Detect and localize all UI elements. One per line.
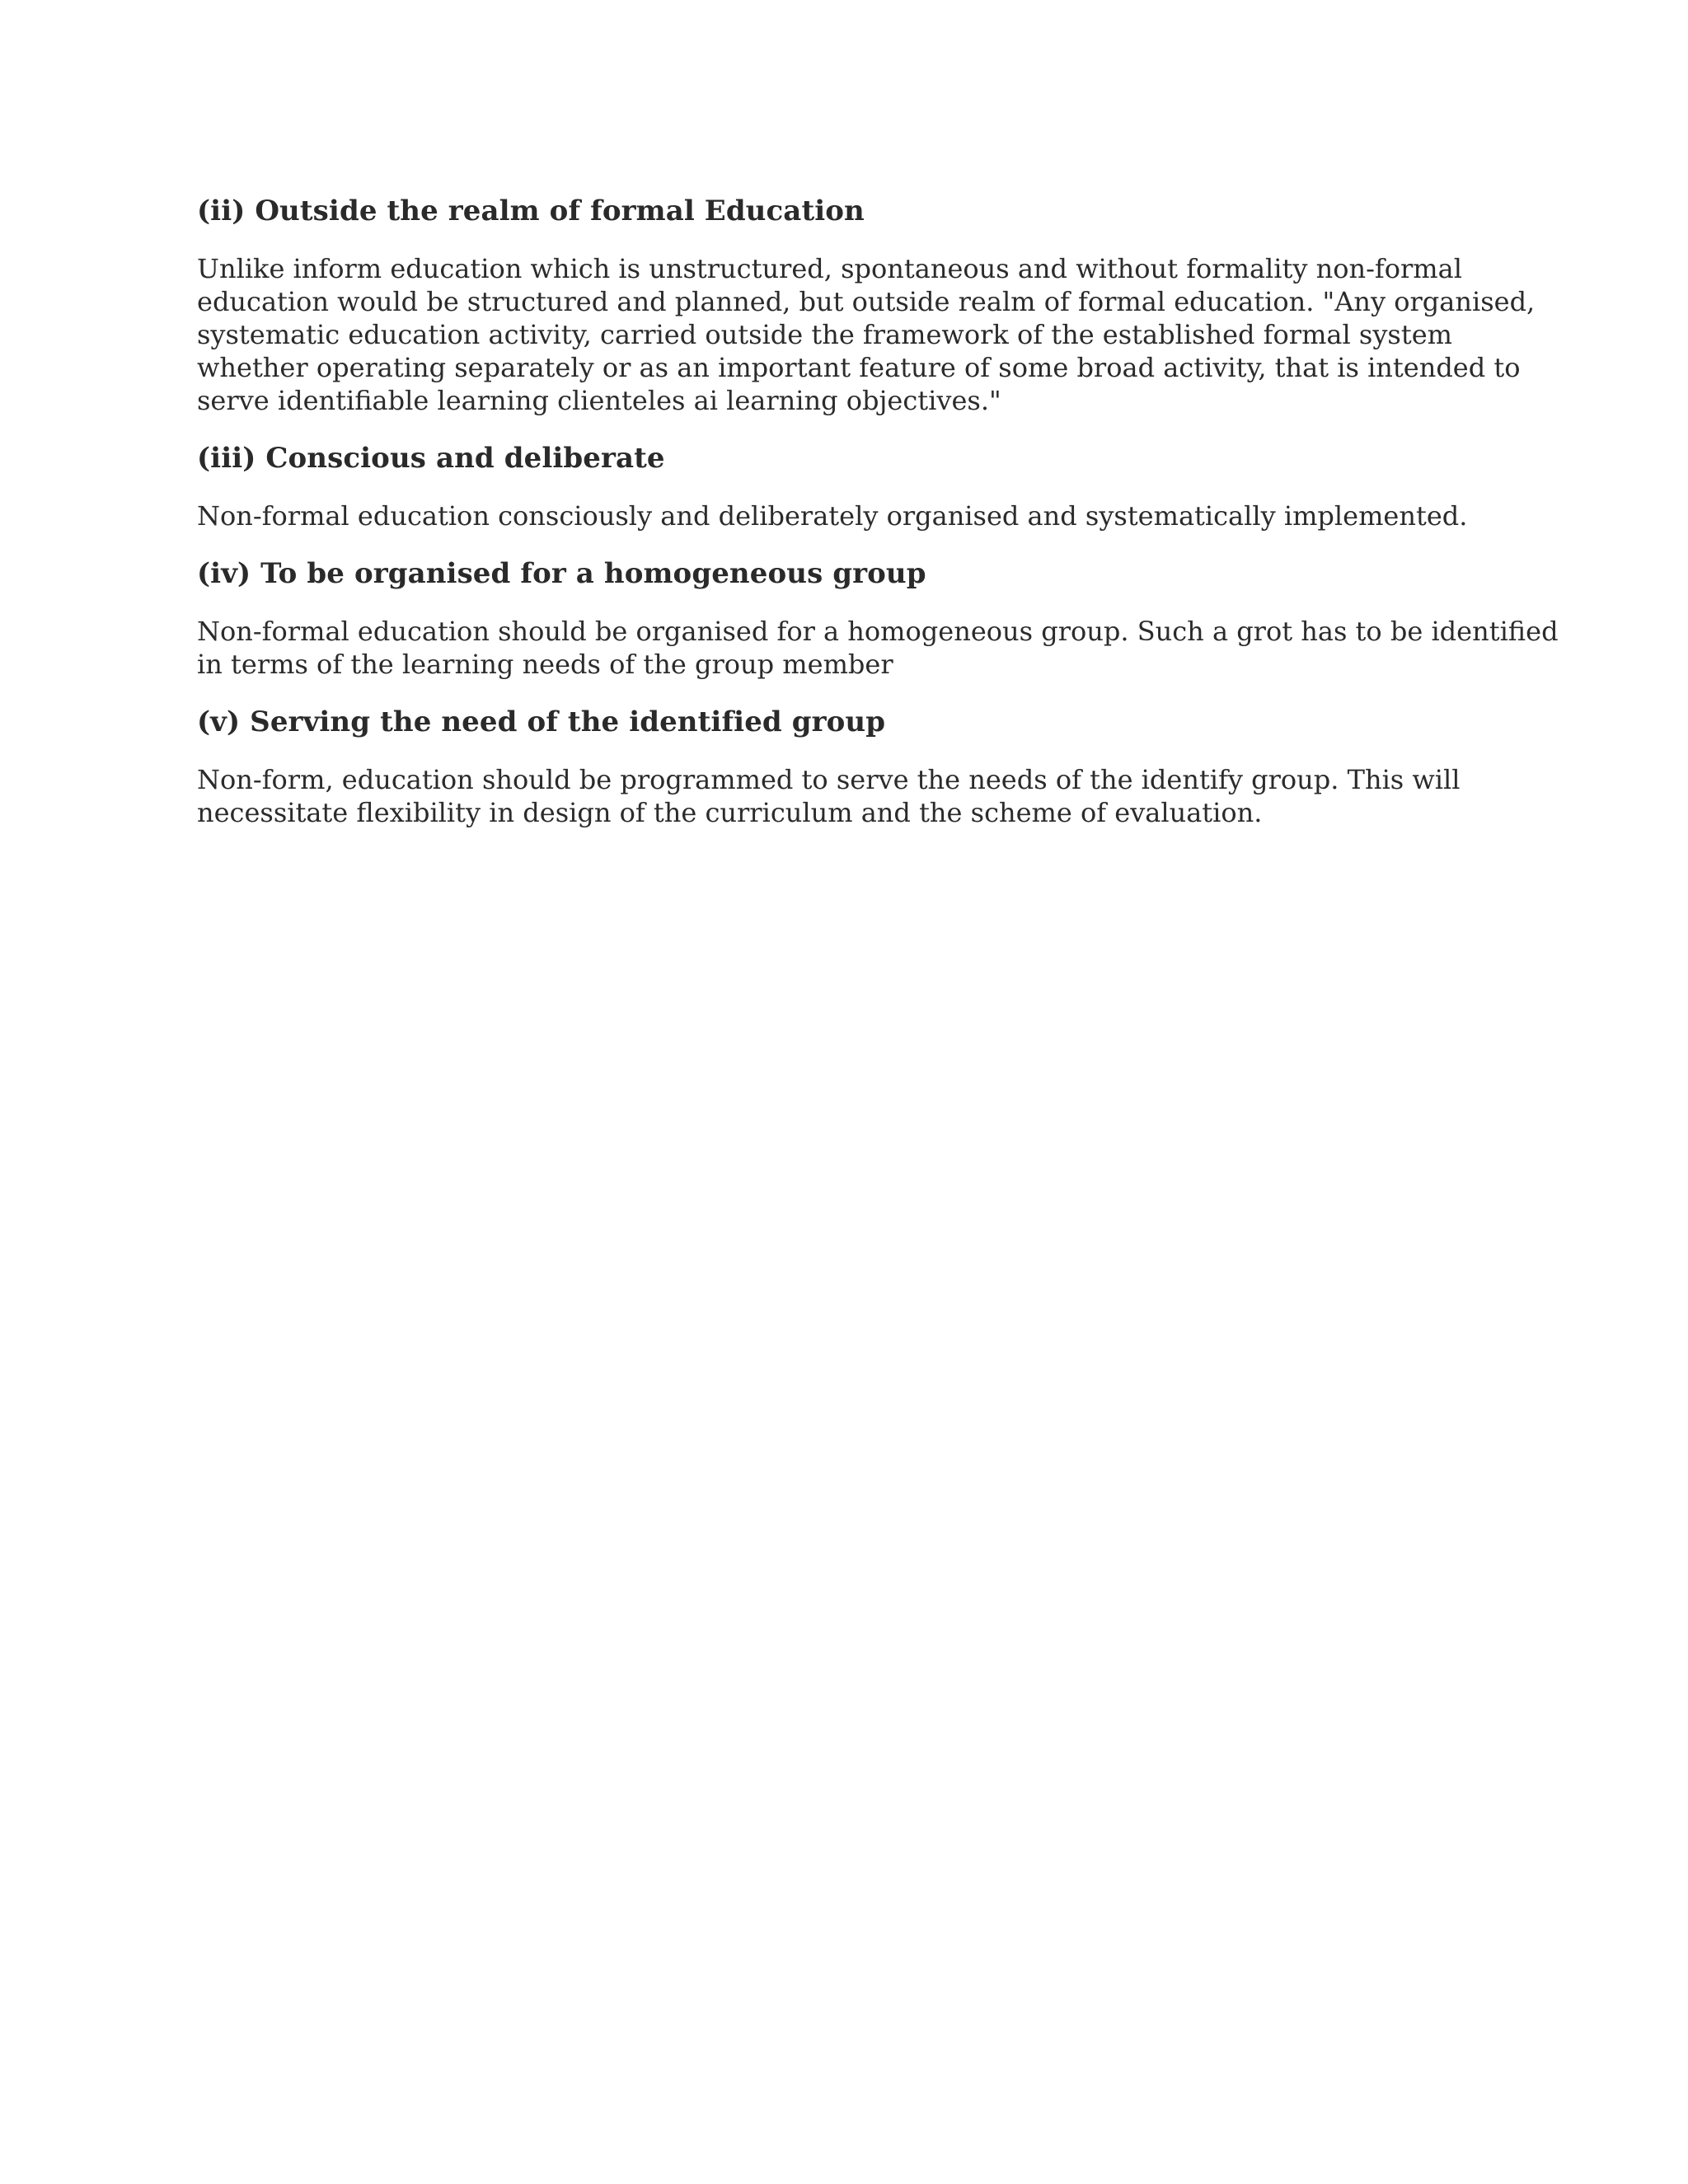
paragraph-line: Non-formal education should be organised for a homogeneous group. Such a grot has to be identified [197, 616, 1559, 647]
section-heading-iv: (iv) To be organised for a homogeneous group [197, 557, 926, 590]
paragraph-line: systematic education activity, carried outside the framework of the established formal system [197, 319, 1452, 350]
spacer [197, 417, 1499, 438]
paragraph-line: serve identifiable learning clienteles ai learning objectives." [197, 385, 1001, 416]
spacer [197, 742, 1499, 763]
paragraph-line: in terms of the learning needs of the group member [197, 649, 893, 680]
paragraph-line: Non-form, education should be programmed to serve the needs of the identify group. This will [197, 764, 1461, 795]
spacer [197, 681, 1499, 702]
paragraph-line: Non-formal education consciously and deliberately organised and systematically implemented. [197, 500, 1468, 532]
paragraph-line: necessitate flexibility in design of the curriculum and the scheme of evaluation. [197, 797, 1263, 828]
section-heading-v: (v) Serving the need of the identified group [197, 705, 886, 738]
paragraph-line: Unlike inform education which is unstructured, spontaneous and without formality non-formal [197, 253, 1462, 284]
section-heading-iii: (iii) Conscious and deliberate [197, 442, 665, 475]
paragraph-line: whether operating separately or as an important feature of some broad activity, that is intended to [197, 352, 1521, 383]
section-paragraph-iii [197, 499, 1499, 532]
spacer [197, 478, 1499, 499]
document-page [197, 191, 1559, 829]
section-heading-ii: (ii) Outside the realm of formal Education [197, 194, 865, 227]
spacer [197, 532, 1499, 554]
section-paragraph-ii [197, 252, 1536, 417]
spacer [197, 231, 1499, 252]
section-paragraph-v [197, 763, 1499, 829]
section-paragraph-iv [197, 615, 1559, 681]
spacer [197, 593, 1499, 615]
paragraph-line: education would be structured and planned, but outside realm of formal education. "Any organised, [197, 286, 1536, 317]
